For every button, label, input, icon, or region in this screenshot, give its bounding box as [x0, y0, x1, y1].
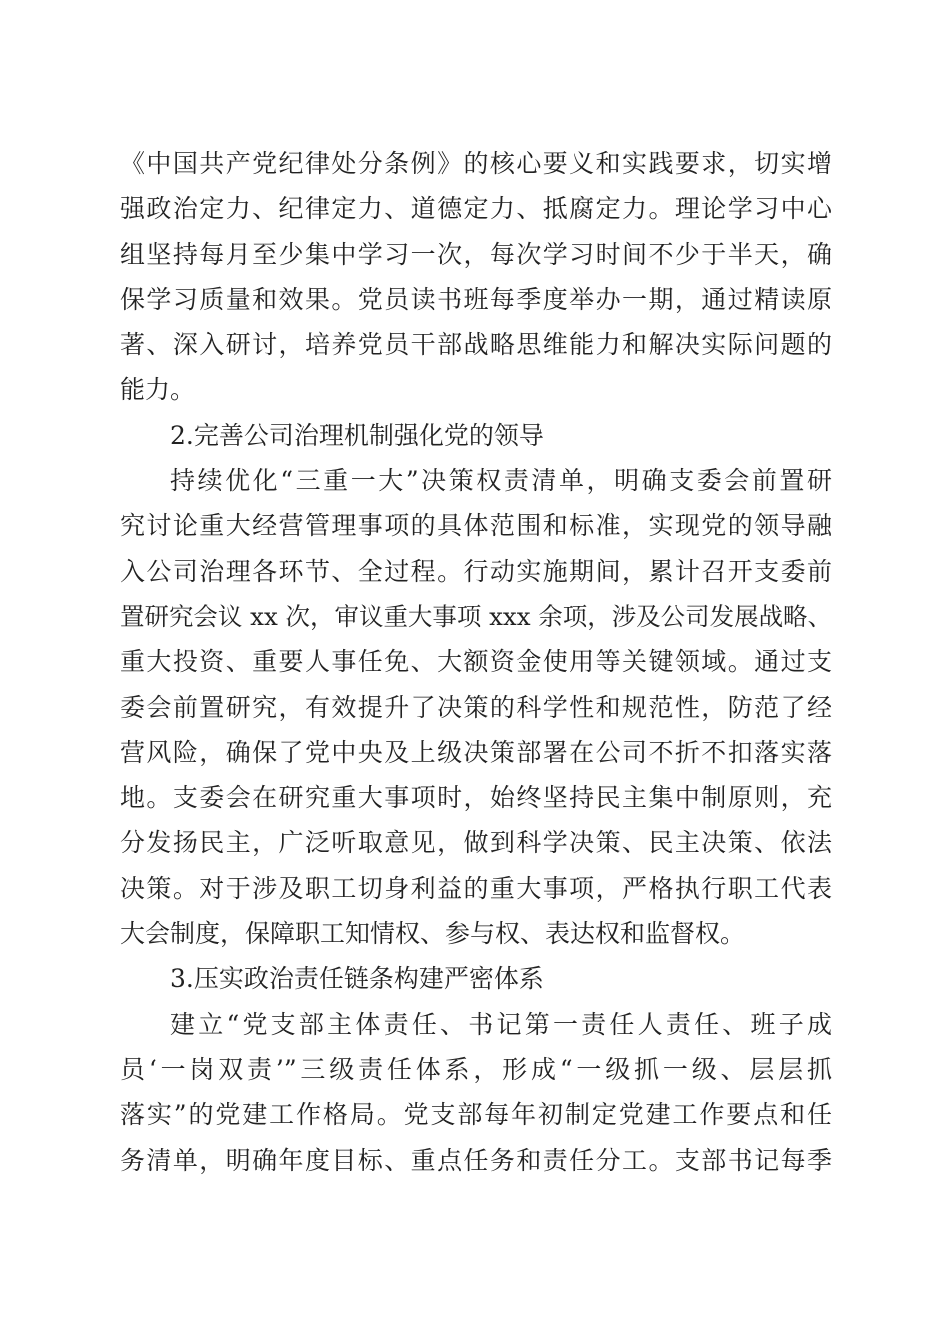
- text-line: 建立“党支部主体责任、书记第一责任人责任、班子成: [170, 1009, 832, 1039]
- text-line: 入公司治理各环节、全过程。行动实施期间，累计召开支委前: [120, 556, 832, 586]
- text-line: 务清单，明确年度目标、重点任务和责任分工。支部书记每季: [120, 1145, 832, 1175]
- text-line: 分发扬民主，广泛听取意见，做到科学决策、民主决策、依法: [120, 828, 832, 858]
- text-line: 保学习质量和效果。党员读书班每季度举办一期，通过精读原: [120, 284, 832, 314]
- text-line: 决策。对于涉及职工切身利益的重大事项，严格执行职工代表: [120, 873, 832, 903]
- text-line: 大会制度，保障职工知情权、参与权、表达权和监督权。: [120, 919, 746, 949]
- text-line: 持续优化“三重一大”决策权责清单，明确支委会前置研: [170, 466, 832, 496]
- text-line: 究讨论重大经营管理事项的具体范围和标准，实现党的领导融: [120, 511, 832, 541]
- text-line: 能力。: [120, 375, 196, 405]
- document-body: [120, 141, 832, 1183]
- section-heading-2: 2.完善公司治理机制强化党的领导: [170, 420, 544, 450]
- text-line: 重大投资、重要人事任免、大额资金使用等关键领域。通过支: [120, 647, 832, 677]
- text-line: 《中国共产党纪律处分条例》的核心要义和实践要求，切实增: [120, 149, 832, 178]
- text-line: 著、深入研讨，培养党员干部战略思维能力和解决实际问题的: [120, 330, 832, 360]
- text-line: 组坚持每月至少集中学习一次，每次学习时间不少于半天，确: [120, 239, 832, 269]
- section-heading-3: 3.压实政治责任链条构建严密体系: [170, 964, 544, 994]
- text-line: 营风险，确保了党中央及上级决策部署在公司不折不扣落实落: [120, 737, 832, 767]
- text-line: 置研究会议 xx 次，审议重大事项 xxx 余项，涉及公司发展战略、: [120, 601, 832, 631]
- text-line: 强政治定力、纪律定力、道德定力、抵腐定力。理论学习中心: [120, 194, 832, 224]
- text-line: 员‘一岗双责’”三级责任体系，形成“一级抓一级、层层抓: [120, 1054, 832, 1084]
- text-line: 委会前置研究，有效提升了决策的科学性和规范性，防范了经: [120, 692, 832, 722]
- text-line: 地。支委会在研究重大事项时，始终坚持民主集中制原则，充: [120, 783, 832, 813]
- text-line: 落实”的党建工作格局。党支部每年初制定党建工作要点和任: [120, 1100, 832, 1130]
